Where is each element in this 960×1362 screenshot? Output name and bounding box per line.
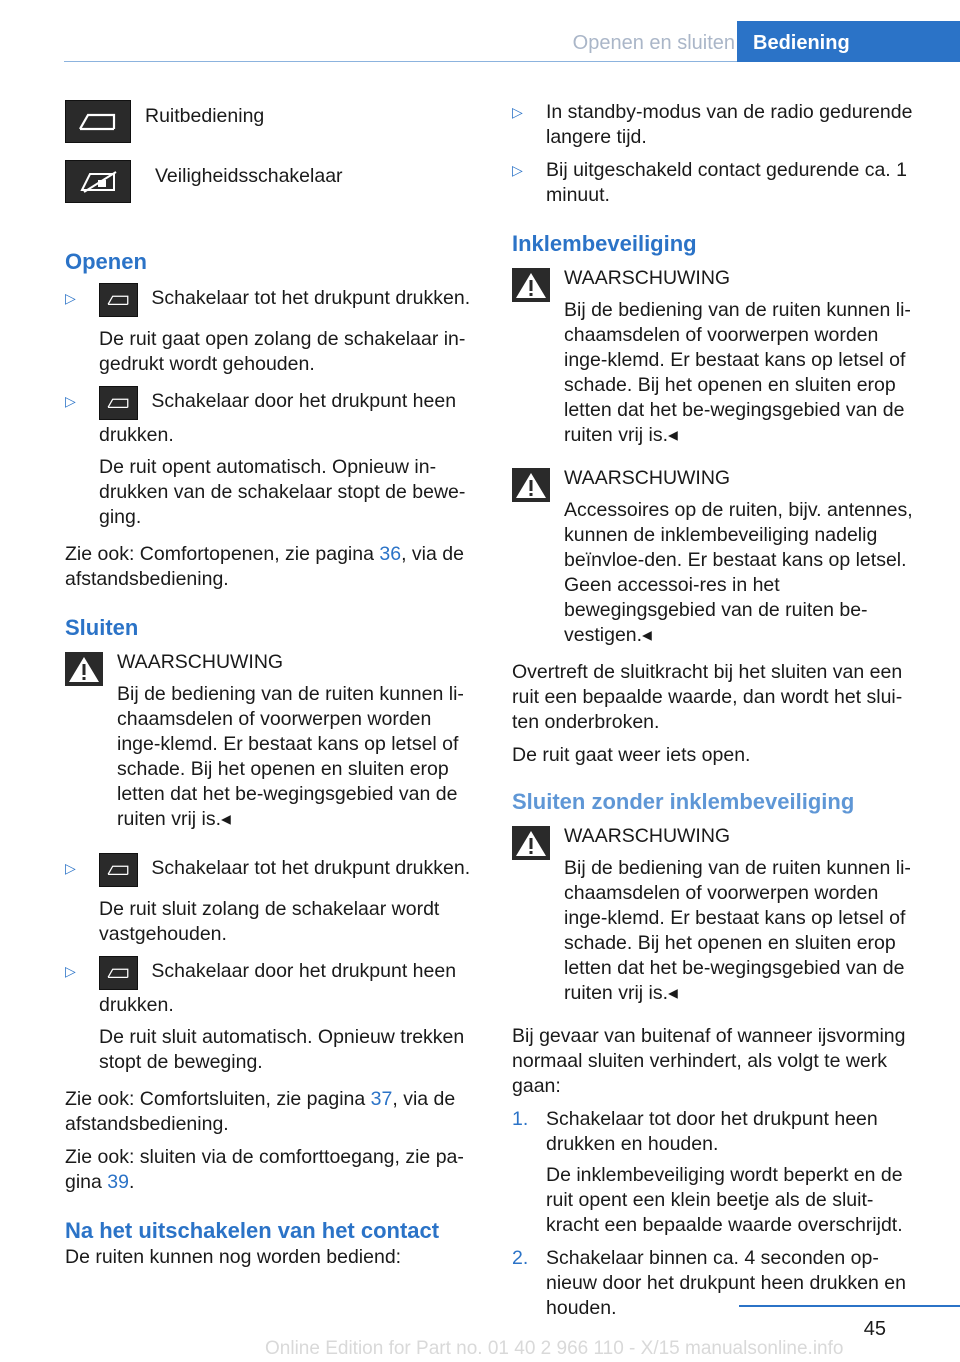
zonder-para: Bij gevaar van buitenaf of wanneer ijsvorming normaal sluiten verhindert, als volgt te werk gaan: [512, 1025, 906, 1097]
window-switch-icon [99, 386, 138, 420]
step-text: Bij uitgeschakeld contact gedurende ca. 1 minuut. [546, 159, 907, 206]
footer-rule [739, 1305, 960, 1307]
triangle-bullet-icon: ▷ [512, 162, 523, 178]
warning-triangle-icon [512, 468, 550, 502]
list-item [65, 389, 477, 530]
safety-switch-icon [65, 160, 131, 203]
step-text: Schakelaar tot het drukpunt drukken. [151, 857, 471, 879]
step-sub: De ruit sluit zolang de schakelaar wordt vastgehouden. [99, 898, 440, 945]
right-column [512, 100, 924, 1329]
window-switch-icon [65, 100, 131, 143]
warning-text: Accessoires op de ruiten, bijv. antennes, kunnen de inklembeveiliging nadelig beïnvloe-den. Er bestaat kans op letsel. Geen accessoi-res in het bewegingsgebied van de ruiten be-vestigen.◂ [564, 499, 913, 646]
section-title-na: Na het uitschakelen van het contact [65, 1218, 440, 1243]
step-sub: De ruit opent automatisch. Opnieuw in-drukken van de schakelaar stopt de bewe-ging. [99, 456, 466, 528]
triangle-bullet-icon: ▷ [512, 104, 523, 120]
page-link-36[interactable]: 36 [379, 543, 402, 565]
see-text: , via de afstandsbediening. [65, 1088, 456, 1135]
triangle-bullet-icon: ▷ [65, 290, 76, 306]
window-switch-icon [99, 853, 138, 887]
section-title-sluiten: Sluiten [65, 615, 139, 640]
list-item [65, 856, 477, 947]
step-sub: De inklembeveiliging wordt beperkt en de ruit opent een klein beetje als de sluit-kracht een bepaalde waarde overschrijdt. [546, 1164, 903, 1236]
step-text: In standby-modus van de radio gedurende langere tijd. [546, 101, 913, 148]
warning-text: Bij de bediening van de ruiten kunnen li-chaamsdelen of voorwerpen worden inge-klemd. Er bestaat kans op letsel of schade. Bij het openen en sluiten erop letten dat het be-wegingsgebied van de ruiten vrij is.◂ [564, 299, 911, 446]
see-text: Zie ook: Comfortopenen, zie pagina [65, 543, 380, 565]
window-switch-icon [99, 283, 138, 317]
list-item [512, 158, 924, 208]
header-tab: Bediening [737, 21, 960, 62]
see-also-comfort [65, 1145, 477, 1195]
step-sub: De ruit gaat open zolang de schakelaar in-gedrukt wordt gehouden. [99, 328, 466, 375]
list-item [512, 1107, 924, 1238]
legend-window [65, 100, 477, 160]
legend-label: Ruitbediening [145, 105, 265, 127]
section-title-openen: Openen [65, 249, 147, 274]
warning-triangle-icon [512, 268, 550, 302]
zonder-steps [512, 1107, 924, 1321]
page-number: 45 [863, 1318, 886, 1340]
legend-label: Veiligheidsschakelaar [155, 165, 343, 187]
warning-block [512, 466, 924, 648]
list-item [65, 959, 477, 1075]
header-section: Openen en sluiten [572, 32, 735, 54]
step-number: 2. [512, 1247, 529, 1269]
page-link-39[interactable]: 39 [107, 1171, 129, 1193]
step-text: Schakelaar door het drukpunt heen drukken. [99, 960, 457, 1016]
watermark: Online Edition for Part no. 01 40 2 966 110 - X/15 manualsonline.info [265, 1338, 844, 1359]
step-text: Schakelaar tot door het drukpunt heen drukken en houden. [546, 1108, 878, 1155]
section-title-inklem: Inklembeveiliging [512, 231, 697, 256]
step-text: Schakelaar door het drukpunt heen drukken. [99, 390, 457, 446]
see-also-openen [65, 542, 477, 592]
warning-text: Bij de bediening van de ruiten kunnen li-chaamsdelen of voorwerpen worden inge-klemd. Er bestaat kans op letsel of schade. Bij het openen en sluiten erop letten dat het be-wegingsgebied van de ruiten vrij is.◂ [564, 857, 911, 1004]
contact-steps [512, 100, 924, 208]
list-item [512, 100, 924, 150]
warning-block [512, 824, 924, 1006]
step-number: 1. [512, 1108, 529, 1130]
left-column [65, 100, 477, 1278]
see-text: , via de afstandsbediening. [65, 543, 464, 590]
inklem-para1: Overtreft de sluitkracht bij het sluiten van een ruit een bepaalde waarde, dan wordt het slui-ten onderbroken. [512, 661, 903, 733]
warning-label: WAARSCHUWING [117, 651, 284, 673]
page-link-37[interactable]: 37 [370, 1088, 393, 1110]
triangle-bullet-icon: ▷ [65, 860, 76, 876]
triangle-bullet-icon: ▷ [65, 393, 76, 409]
warning-label: WAARSCHUWING [564, 267, 731, 289]
warning-text: Bij de bediening van de ruiten kunnen li-chaamsdelen of voorwerpen worden inge-klemd. Er bestaat kans op letsel of schade. Bij het openen en sluiten erop letten dat het be-wegingsgebied van de ruiten vrij is.◂ [117, 683, 464, 830]
page-header [0, 0, 960, 62]
inklem-para2: De ruit gaat weer iets open. [512, 744, 751, 766]
window-switch-icon [99, 956, 138, 990]
step-sub: De ruit sluit automatisch. Opnieuw trekken stopt de beweging. [99, 1026, 465, 1073]
warning-block [512, 266, 924, 448]
page-footer [0, 1300, 960, 1362]
see-text: Zie ook: sluiten via de comforttoegang, zie pa-gina [65, 1146, 464, 1193]
step-text: Schakelaar tot het drukpunt drukken. [151, 287, 471, 309]
warning-block [65, 650, 477, 832]
warning-label: WAARSCHUWING [564, 467, 731, 489]
step-text: Schakelaar binnen ca. 4 seconden op-nieuw door het drukpunt heen drukken en houden. [546, 1247, 906, 1319]
warning-triangle-icon [65, 652, 103, 686]
list-item [65, 286, 477, 377]
warning-triangle-icon [512, 826, 550, 860]
na-text: De ruiten kunnen nog worden bediend: [65, 1246, 402, 1268]
triangle-bullet-icon: ▷ [65, 963, 76, 979]
see-also-sluiten [65, 1087, 477, 1137]
sluiten-steps [65, 856, 477, 1075]
see-text: Zie ook: Comfortsluiten, zie pagina [65, 1088, 371, 1110]
warning-label: WAARSCHUWING [564, 825, 731, 847]
legend-safety [65, 160, 477, 220]
see-text: . [129, 1171, 135, 1193]
openen-steps [65, 286, 477, 530]
section-title-zonder: Sluiten zonder inklembeveiliging [512, 789, 855, 814]
